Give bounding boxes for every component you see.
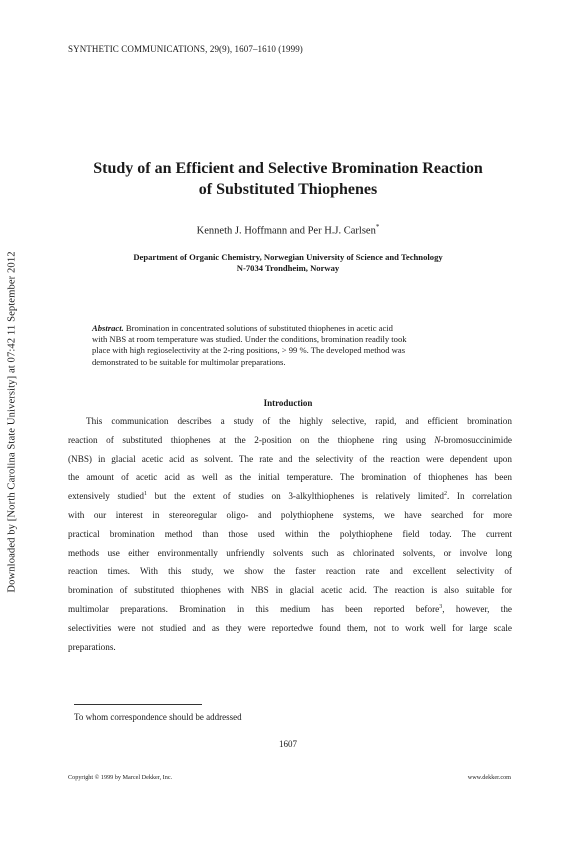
abstract-line bbox=[92, 323, 500, 334]
reference-marker: 1 bbox=[144, 491, 148, 498]
abstract-label: Abstract. bbox=[92, 323, 124, 333]
body-line: methods use either environmentally unfriendly solvents such as chlorinated solvents, or involve long bbox=[68, 547, 512, 558]
abstract bbox=[92, 323, 500, 368]
author-names: Kenneth J. Hoffmann and Per H.J. Carlsen bbox=[196, 225, 376, 237]
body-line: (NBS) in glacial acetic acid as solvent. The rate and the selectivity of the reaction were dependent upon bbox=[68, 453, 512, 464]
paper-title bbox=[60, 158, 516, 200]
body-line: reaction of substituted thiophenes at the 2-position on the thiophene ring using N-bromosuccinimide bbox=[68, 434, 512, 445]
section-heading-introduction: Introduction bbox=[263, 398, 313, 408]
download-watermark bbox=[4, 212, 20, 632]
body-line: practical bromination method than those used within the polythiophene field today. The current bbox=[68, 528, 512, 539]
title-line-2: of Substituted Thiophenes bbox=[198, 181, 378, 198]
introduction-body bbox=[68, 412, 512, 656]
footnote: To whom correspondence should be addressed bbox=[74, 712, 242, 722]
affiliation-line-1: Department of Organic Chemistry, Norwegian University of Science and Technology bbox=[133, 252, 443, 262]
body-line: multimolar preparations. Bromination in this medium has been reported before$^3$, however, the bbox=[68, 603, 512, 614]
running-head: SYNTHETIC COMMUNICATIONS, 29(9), 1607–1610 (1999) bbox=[68, 44, 303, 54]
affiliation bbox=[60, 252, 516, 274]
body-line: reaction times. With this study, we show the faster reaction rate and excellent selectivity of bbox=[68, 566, 512, 577]
abstract-line: with NBS at room temperature was studied. Under the conditions, bromination readily took bbox=[92, 334, 407, 345]
page-number: 1607 bbox=[279, 739, 297, 749]
reference-marker: 2 bbox=[443, 491, 447, 498]
body-line: with our interest in stereoregular oligo- and polythiophene systems, we have searched for more bbox=[68, 509, 512, 520]
body-line: the amount of acetic acid as well as the initial temperature. The bromination of thiophenes has been bbox=[68, 472, 512, 483]
title-line-1: Study of an Efficient and Selective Bromination Reaction bbox=[93, 160, 483, 177]
abstract-line: demonstrated to be suitable for multimolar preparations. bbox=[92, 356, 286, 367]
abstract-line: place with high regioselectivity at the 2-ring positions, > 99 %. The developed method was bbox=[92, 345, 406, 356]
copyright-notice: Copyright © 1999 by Marcel Dekker, Inc. bbox=[68, 774, 173, 781]
body-line: selectivities were not studied and as they were reportedwe found them, not to work well for large scale bbox=[68, 622, 512, 633]
download-watermark-text: Downloaded by [North Carolina State University] at 07:42 11 September 2012 bbox=[6, 251, 18, 593]
publisher-website: www.dekker.com bbox=[467, 774, 511, 781]
authors bbox=[60, 223, 516, 237]
corresponding-author-mark: * bbox=[375, 223, 380, 231]
abstract-line-1-text: Bromination in concentrated solutions of substituted thiophenes in acetic acid bbox=[125, 323, 393, 333]
reference-marker: 3 bbox=[439, 603, 443, 610]
body-line: preparations. bbox=[68, 641, 116, 652]
body-line: bromination of substituted thiophenes with NBS in glacial acetic acid. The reaction is also suitable for bbox=[68, 585, 512, 596]
body-line: This communication describes a study of the highly selective, rapid, and efficient bromination bbox=[86, 416, 512, 426]
affiliation-line-2: N-7034 Trondheim, Norway bbox=[236, 263, 340, 273]
footnote-rule bbox=[74, 704, 202, 705]
body-line: extensively studied$^1$ but the extent of studies on 3-alkylthiophenes is relatively limited$^2$. In correlation bbox=[68, 491, 512, 502]
